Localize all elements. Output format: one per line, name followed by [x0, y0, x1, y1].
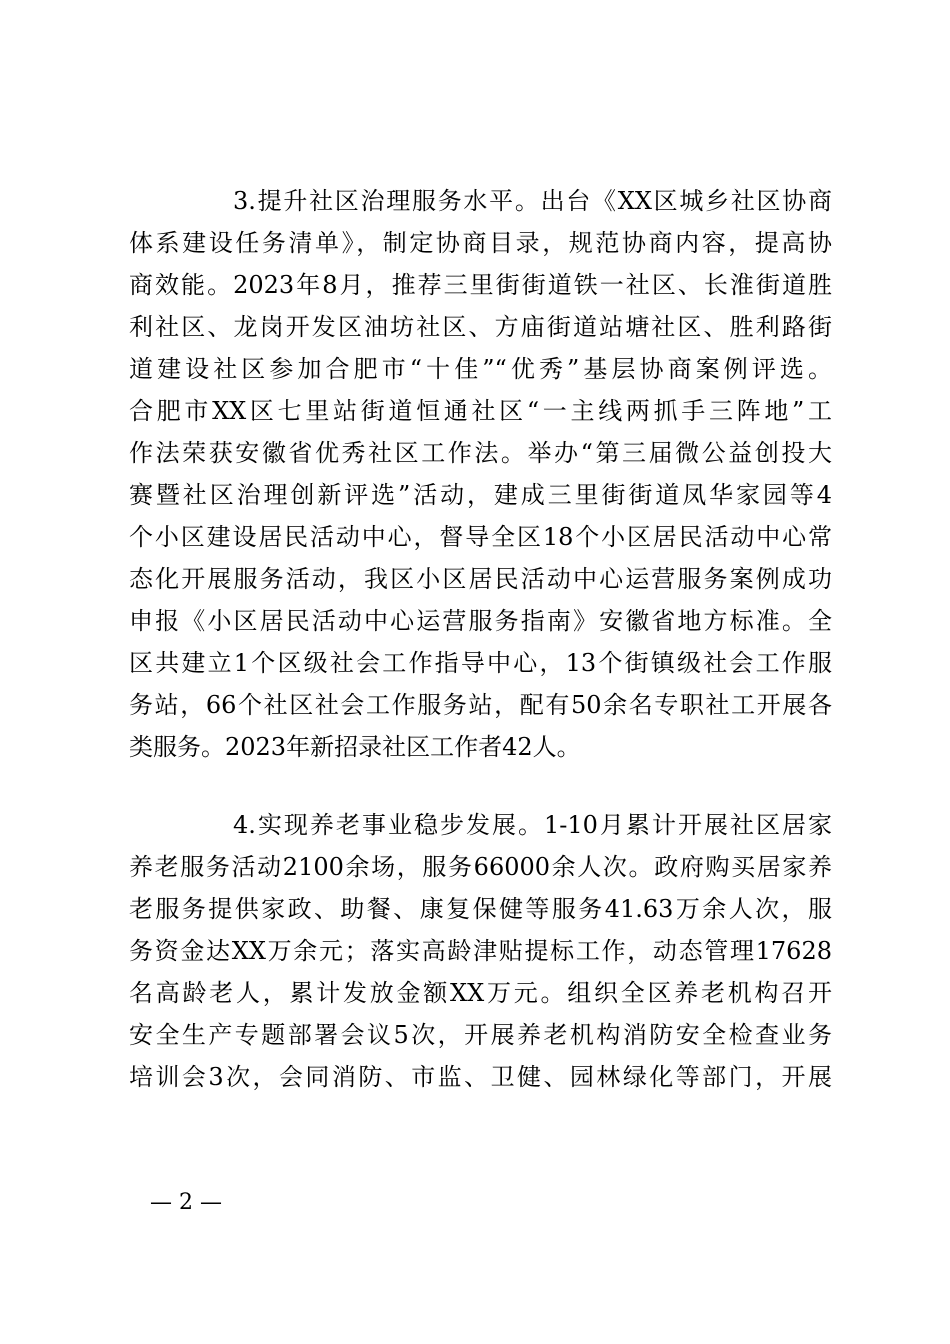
paragraph-4-line-6: 安全生产专题部署会议5次，开展养老机构消防安全检查业务 — [129, 1021, 832, 1049]
paragraph-3-line-6: 合肥市XX区七里站街道恒通社区“一主线两抓手三阵地”工 — [129, 397, 832, 425]
paragraph-4-line-7: 培训会3次，会同消防、市监、卫健、园林绿化等部门，开展 — [129, 1063, 832, 1091]
paragraph-3-line-2: 体系建设任务清单》，制定协商目录，规范协商内容，提高协 — [129, 229, 832, 257]
paragraph-3-line-1: 3.提升社区治理服务水平。出台《XX区城乡社区协商 — [233, 187, 832, 215]
paragraph-3-line-11: 申报《小区居民活动中心运营服务指南》安徽省地方标准。全 — [129, 607, 832, 635]
paragraph-3-line-12: 区共建立1个区级社会工作指导中心，13个街镇级社会工作服 — [129, 649, 832, 677]
paragraph-4-line-4: 务资金达XX万余元；落实高龄津贴提标工作，动态管理17628 — [129, 937, 832, 965]
paragraph-3-line-3: 商效能。2023年8月，推荐三里街街道铁一社区、长淮街道胜 — [129, 271, 832, 299]
paragraph-3-line-7: 作法荣获安徽省优秀社区工作法。举办“第三届微公益创投大 — [129, 439, 832, 467]
paragraph-4-line-5: 名高龄老人，累计发放金额XX万元。组织全区养老机构召开 — [129, 979, 832, 1007]
paragraph-3-line-4: 利社区、龙岗开发区油坊社区、方庙街道站塘社区、胜利路街 — [129, 313, 832, 341]
paragraph-4-line-3: 老服务提供家政、助餐、康复保健等服务41.63万余人次，服 — [129, 895, 832, 923]
paragraph-3-line-14: 类服务。2023年新招录社区工作者42人。 — [129, 733, 581, 761]
paragraph-4-line-1: 4.实现养老事业稳步发展。1-10月累计开展社区居家 — [233, 811, 832, 839]
paragraph-4-line-2: 养老服务活动2100余场，服务66000余人次。政府购买居家养 — [129, 853, 832, 881]
paragraph-3-line-9: 个小区建设居民活动中心，督导全区18个小区居民活动中心常 — [129, 523, 832, 551]
paragraph-3-line-5: 道建设社区参加合肥市“十佳”“优秀”基层协商案例评选。 — [129, 355, 832, 383]
page-number: — 2 — — [150, 1190, 222, 1215]
paragraph-3-line-8: 赛暨社区治理创新评选”活动，建成三里街街道凤华家园等4 — [129, 481, 832, 509]
paragraph-3-line-13: 务站，66个社区社会工作服务站，配有50余名专职社工开展各 — [129, 691, 832, 719]
paragraph-3-line-10: 态化开展服务活动，我区小区居民活动中心运营服务案例成功 — [129, 565, 832, 593]
